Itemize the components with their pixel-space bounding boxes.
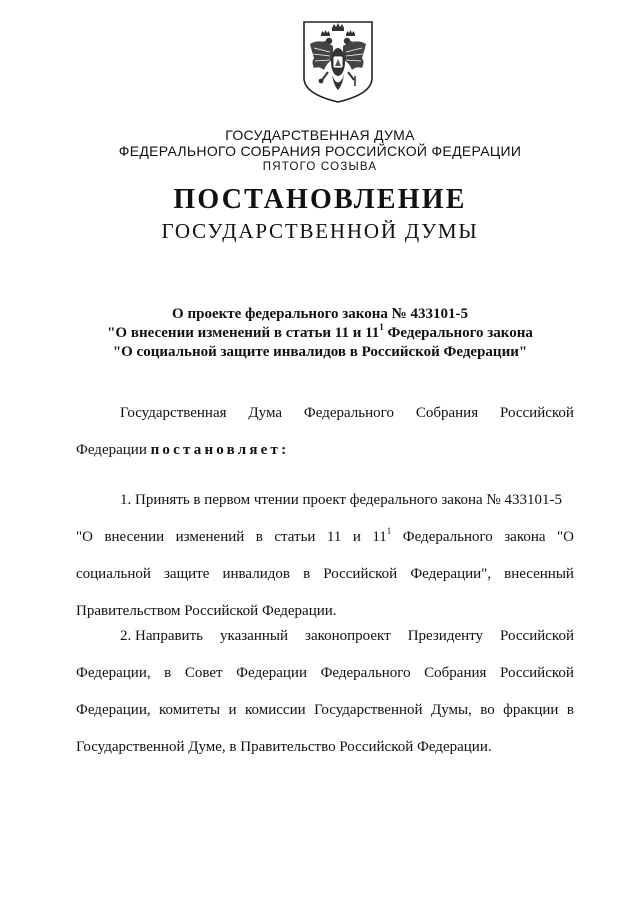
text-line: 1. Принять в первом чтении проект федерального закона № 433101-5 (120, 492, 562, 508)
word: комитеты (159, 702, 221, 718)
word: Думы, (430, 702, 472, 718)
word: Федерации, (76, 702, 151, 718)
document-subject (0, 305, 640, 362)
word: Дума (248, 405, 283, 421)
word: Российской (500, 628, 574, 644)
word: Федерального (303, 405, 394, 421)
word-base: 11 (372, 529, 387, 545)
word: в (164, 665, 172, 681)
word: социальной (76, 566, 151, 582)
word: фракции (503, 702, 559, 718)
subject-text: Федерального закона (383, 325, 533, 341)
word: Федерального (402, 529, 493, 545)
word: внесенный (504, 566, 574, 582)
word: инвалидов (222, 566, 290, 582)
word: Российской (500, 405, 574, 421)
word: закона (504, 529, 546, 545)
word: в (566, 702, 574, 718)
document-issuer: ГОСУДАРСТВЕННОЙ ДУМЫ (161, 219, 479, 243)
word: указанный (220, 628, 288, 644)
word: статьи (274, 529, 316, 545)
word: Собрания (415, 405, 479, 421)
word: и (228, 702, 237, 718)
text-line (76, 432, 574, 469)
word: Государственной (314, 702, 423, 718)
word: Федерации (236, 665, 307, 681)
subject-line: О проекте федерального закона № 433101-5 (172, 306, 468, 322)
word: защите (164, 566, 210, 582)
text-line: Правительством Российской Федерации. (76, 603, 337, 619)
authority-name: ГОСУДАРСТВЕННАЯ ДУМА (225, 127, 415, 143)
text-line (76, 618, 574, 655)
text-line (76, 692, 574, 729)
word: комиссии (245, 702, 306, 718)
word: в (255, 529, 263, 545)
coat-of-arms-icon (302, 20, 374, 104)
word: Собрания (424, 665, 487, 681)
word: Совет (184, 665, 223, 681)
issuing-authority-header (0, 127, 640, 175)
authority-parent: ФЕДЕРАЛЬНОГО СОБРАНИЯ РОССИЙСКОЙ ФЕДЕРАЦИИ (118, 143, 522, 159)
text-line (76, 556, 574, 593)
text-line (76, 655, 574, 692)
word: Российской (323, 566, 398, 582)
text-line (76, 395, 574, 432)
word: во (480, 702, 495, 718)
word: законопроект (305, 628, 391, 644)
resolution-verb: постановляет: (150, 442, 290, 458)
word: Президенту (407, 628, 484, 644)
word: изменений (175, 529, 245, 545)
word: и (352, 529, 361, 545)
subject-line: "О социальной защите инвалидов в Российской Федерации" (112, 344, 528, 360)
word: Федерации (76, 442, 151, 458)
word: в (303, 566, 311, 582)
word: "О (76, 529, 93, 545)
word: Федерального (320, 665, 411, 681)
word: 11 (326, 529, 342, 545)
word: Федерации", (410, 566, 492, 582)
superscript: 1 (379, 322, 384, 332)
word: "О (557, 529, 574, 545)
word (372, 519, 391, 556)
text-line: Государственной Думе, в Правительство Российской Федерации. (76, 739, 492, 755)
word: Российской (500, 665, 574, 681)
convocation: ПЯТОГО СОЗЫВА (262, 161, 378, 173)
subject-line (0, 324, 640, 343)
paragraph-item-2 (76, 618, 574, 766)
word: внесении (104, 529, 165, 545)
preamble-paragraph (76, 395, 574, 469)
word: Федерации, (76, 665, 151, 681)
document-type: ПОСТАНОВЛЕНИЕ (173, 184, 467, 215)
word: Государственная (120, 405, 227, 421)
superscript: 1 (386, 526, 392, 536)
word: 2. Направить (120, 628, 203, 644)
text-line (76, 519, 574, 556)
subject-text: "О внесении изменений в статьи 11 и 11 (107, 325, 380, 341)
paragraph-item-1 (76, 482, 574, 630)
